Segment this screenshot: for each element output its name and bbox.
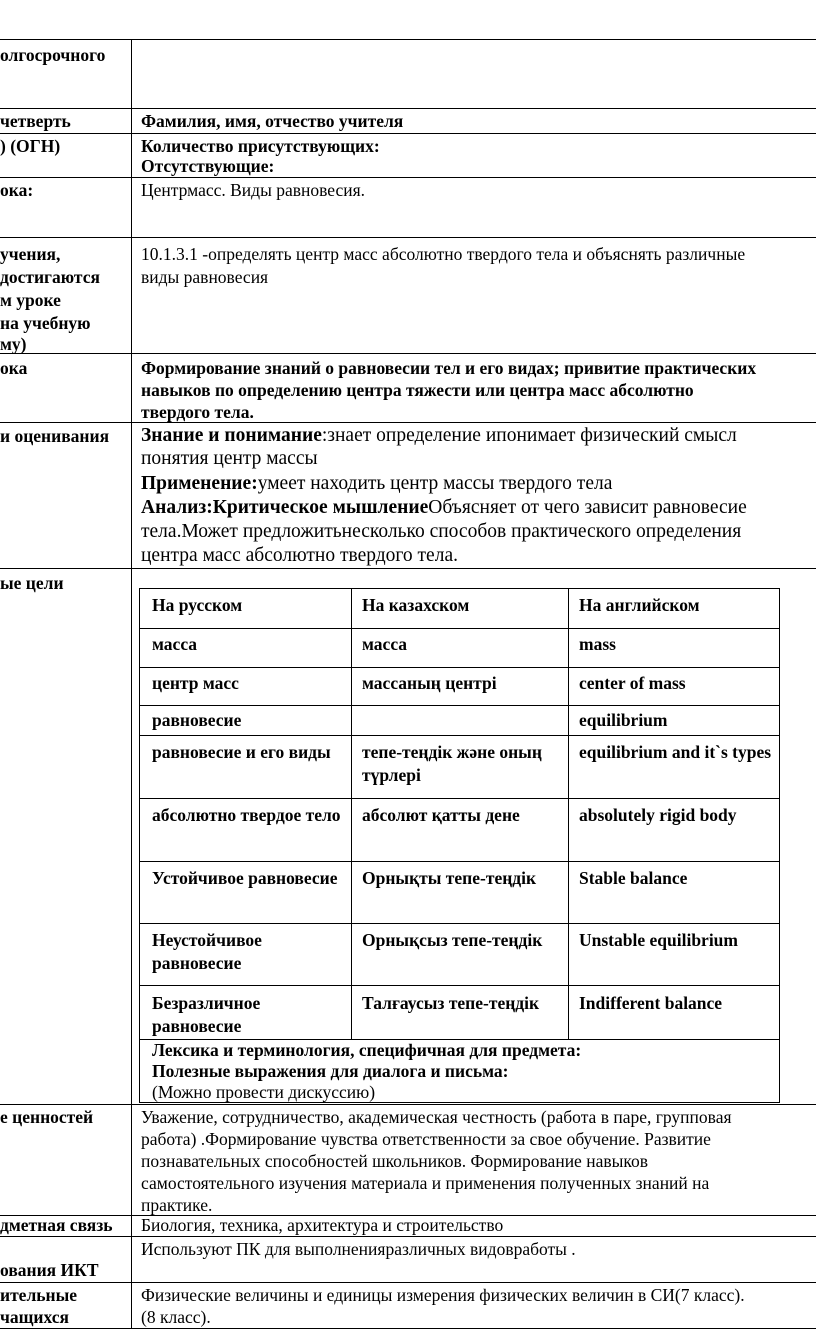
table-cell: масса (152, 634, 198, 654)
table-header-english: На английском (579, 595, 700, 615)
row-divider (0, 353, 816, 354)
table-cell: Устойчивое равновесие (152, 868, 338, 888)
table-header-russian: На русском (152, 595, 243, 615)
table-cell: равновесие и его виды (152, 742, 331, 762)
learning-goals-label-line: м уроке (0, 290, 61, 310)
table-cell: Орнықты тепе-теңдік (362, 868, 537, 888)
table-cell: equilibrium (579, 710, 668, 730)
row-divider (0, 568, 816, 569)
table-cell: Indifferent balance (579, 993, 723, 1013)
values-line: работа) .Формирование чувства ответственности за свое обучение. Развитие (141, 1129, 711, 1149)
criteria-line: Анализ:Критическое мышлениеОбъясняет от чего зависит равновесие (141, 497, 747, 518)
lesson-goals-value-line: твердого тела. (141, 402, 254, 422)
values-line: самостоятельного изучения материала и применения полученных знаний на (141, 1173, 710, 1193)
table-cell: Stable balance (579, 868, 688, 888)
lesson-goals-value-line: Формирование знаний о равновесии тел и его видах; привитие практических (141, 358, 757, 378)
values-line: Уважение, сотрудничество, академическая честность (работа в паре, групповая (141, 1107, 732, 1127)
row-divider (0, 1328, 816, 1329)
vocabulary-table (139, 588, 780, 1103)
prior-value-line: Физические величины и единицы измерения физических величин в СИ(7 класс). (141, 1285, 745, 1305)
table-cell: absolutely rigid body (579, 805, 737, 825)
criteria-line: тела.Может предложитьнесколько способов практического определения (141, 521, 742, 542)
table-cell: center of mass (579, 673, 686, 693)
topic-label: ока: (0, 180, 34, 200)
criteria-line: понятия центр массы (141, 448, 318, 469)
table-cell: Безразличное равновесие (152, 993, 261, 1036)
table-cell: Талғаусыз тепе-теңдік (362, 993, 540, 1013)
intersubject-label: дметная связь (0, 1215, 113, 1235)
row-divider (0, 133, 816, 134)
values-label: е ценностей (0, 1107, 94, 1127)
vocabulary-note: Лексика и терминология, специфичная для предмета: (152, 1040, 582, 1060)
learning-goals-label-line: на учебную (0, 313, 91, 333)
table-header-kazakh: На казахском (362, 595, 470, 615)
ict-value: Используют ПК для выполненияразличных видовработы . (141, 1239, 576, 1259)
ict-label: ования ИКТ (0, 1260, 99, 1280)
learning-goals-label-line: учения, (0, 244, 61, 264)
table-cell: равновесие (152, 710, 242, 730)
table-cell: центр масс (152, 673, 239, 693)
attendance-present-label: Количество присутствующих: (141, 136, 380, 156)
learning-goals-value-line: 10.1.3.1 -определять центр масс абсолютно твердого тела и объяснять различные (141, 244, 746, 264)
row-divider (0, 177, 816, 178)
table-cell: массаның центрі (362, 673, 497, 693)
table-cell: Орнықсыз тепе-теңдік (362, 930, 543, 950)
table-cell: equilibrium and it`s types (579, 742, 772, 762)
prior-label-line: чащихся (0, 1307, 69, 1327)
row-divider (0, 1236, 816, 1237)
prior-value-line: (8 класс). (141, 1307, 211, 1327)
grade-label: ) (ОГН) (0, 136, 61, 156)
criteria-line: Применение:умеет находить центр массы твердого тела (141, 473, 613, 494)
values-line: познавательных способностей школьников. Формирование навыков (141, 1151, 648, 1171)
criteria-line: центра масс абсолютно твердого тела. (141, 545, 458, 566)
lesson-goals-value-line: навыков по определению центра тяжести или центра масс абсолютно (141, 380, 694, 400)
table-cell: Unstable equilibrium (579, 930, 738, 950)
intersubject-value: Биология, техника, архитектура и строительство (141, 1215, 504, 1235)
row-divider (0, 1104, 816, 1105)
quarter-label: четверть (0, 111, 71, 131)
learning-goals-value-line: виды равновесия (141, 267, 269, 287)
topic-value: Центрмасс. Виды равновесия. (141, 180, 366, 200)
row-divider (0, 108, 816, 109)
table-cell: Неустойчивое равновесие (152, 930, 262, 973)
learning-goals-label-line: му) (0, 334, 27, 354)
language-goals-label: ые цели (0, 573, 64, 593)
teacher-name-label: Фамилия, имя, отчество учителя (141, 111, 404, 131)
prior-label-line: ительные (0, 1285, 78, 1305)
learning-goals-label-line: достигаются (0, 267, 100, 287)
discussion-note: (Можно провести дискуссию) (152, 1082, 376, 1102)
criteria-line: Знание и понимание:знает определение ипонимает физический смысл (141, 425, 737, 446)
values-line: практике. (141, 1195, 213, 1215)
table-cell: абсолютно твердое тело (152, 805, 341, 825)
phrases-note: Полезные выражения для диалога и письма: (152, 1061, 509, 1081)
row-divider (0, 39, 816, 40)
column-divider (131, 39, 132, 1329)
table-cell: абсолют қатты дене (362, 805, 520, 825)
table-cell: тепе-теңдік және оның түрлері (362, 742, 542, 785)
table-cell: масса (362, 634, 408, 654)
row-divider (0, 1282, 816, 1283)
header-label: олгосрочного (0, 45, 106, 65)
criteria-label: и оценивания (0, 426, 110, 446)
lesson-goals-label: ока (0, 358, 28, 378)
row-divider (0, 422, 816, 423)
attendance-absent-label: Отсутствующие: (141, 156, 275, 176)
row-divider (0, 237, 816, 238)
table-cell: mass (579, 634, 616, 654)
